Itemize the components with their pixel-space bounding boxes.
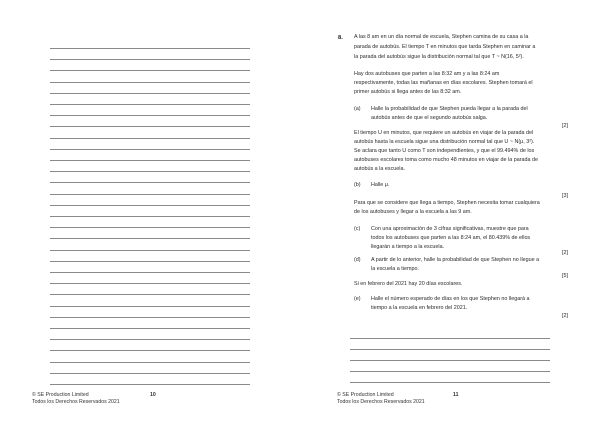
part-c-line-1: Con una aproximación de 3 cifras significativas, muestre que para	[371, 226, 529, 232]
answer-line	[50, 373, 250, 374]
answer-line	[50, 238, 250, 239]
answer-line	[50, 317, 250, 318]
answer-line	[50, 82, 250, 83]
part-c-line-3: llegarán a tiempo a la escuela.	[371, 244, 445, 250]
answer-line	[350, 382, 550, 383]
part-e-marks: [2]	[562, 313, 568, 319]
answer-line	[350, 338, 550, 339]
part-d-label: (d)	[354, 257, 361, 263]
answer-line	[50, 70, 250, 71]
part-c-line-2: todos los autobuses que parten a las 8:24 am, el 80.439% de ellos	[371, 235, 531, 241]
answer-line	[50, 171, 250, 172]
copyright-line: © SE Production Limited	[32, 392, 89, 398]
answer-line	[50, 250, 250, 251]
part-a-line-1: Halle la probabilidad de que Stephen pueda llegar a la parada del	[371, 106, 528, 112]
answer-line	[350, 349, 550, 350]
answer-line	[50, 115, 250, 116]
u-line-4: autobuses escolares toma como mucho 48 minutos en viajar de la parada de	[354, 157, 538, 163]
answer-line	[50, 182, 250, 183]
answer-line	[350, 360, 550, 361]
answer-line	[50, 126, 250, 127]
feb-line: Si en febrero del 2021 hay 20 días escolares.	[354, 281, 463, 287]
copyright-line: © SE Production Limited	[337, 392, 394, 398]
right-footer	[337, 392, 425, 406]
part-e-line-1: Halle el número esperado de días en los que Stephen no llegará a	[371, 296, 530, 302]
answer-line	[50, 350, 250, 351]
answer-line	[50, 339, 250, 340]
time-line-1: Para que se considere que llega a tiempo, Stephen necesita tomar cualquiera	[354, 200, 540, 206]
part-e-line-2: tiempo a la escuela en febrero del 2021.	[371, 305, 468, 311]
intro-line-2: parada de autobús. El tiempo T en minutos que tarda Stephen en caminar a	[354, 44, 536, 50]
answer-line	[50, 149, 250, 150]
answer-line	[50, 328, 250, 329]
answer-line	[50, 104, 250, 105]
u-line-2: autobús hasta la escuela sigue una distribución normal tal que U ~ N(μ, 3²).	[354, 139, 535, 145]
part-b-marks: [3]	[562, 193, 568, 199]
part-c-marks: [2]	[562, 250, 568, 256]
part-d-marks: [5]	[562, 273, 568, 279]
left-page-number: 10	[150, 392, 156, 398]
answer-line	[50, 362, 250, 363]
answer-line	[350, 371, 550, 372]
answer-line	[50, 216, 250, 217]
left-footer	[32, 392, 120, 406]
answer-line	[50, 160, 250, 161]
answer-line	[50, 272, 250, 273]
part-b-line-1: Halle μ.	[371, 182, 390, 188]
u-line-5: autobús a la escuela.	[354, 166, 405, 172]
answer-line	[50, 205, 250, 206]
rights-line: Todos los Derechos Reservados 2021	[337, 398, 425, 405]
answer-line	[50, 384, 250, 385]
part-a-marks: [2]	[562, 123, 568, 129]
part-a-label: (a)	[354, 106, 361, 112]
part-e-label: (e)	[354, 296, 361, 302]
answer-line	[50, 194, 250, 195]
u-line-1: El tiempo U en minutos, que requiere un autobús en viajar de la parada del	[354, 130, 534, 136]
answer-line	[50, 138, 250, 139]
answer-line	[50, 227, 250, 228]
answer-line	[50, 59, 250, 60]
question-number: 8.	[338, 35, 343, 41]
intro-line-1: A las 8 am en un día normal de escuela, Stephen camina de su casa a la	[354, 34, 529, 40]
buses-line-2: respectivamente, todas las mañanas en días escolares. Stephen tomará el	[354, 80, 533, 86]
answer-line	[50, 261, 250, 262]
part-c-label: (c)	[354, 226, 361, 232]
buses-line-1: Hay dos autobuses que parten a las 8:32 am y a las 8:24 am	[354, 71, 500, 77]
intro-line-3: la parada del autobús sigue la distribución normal tal que T ~ N(16, 5²).	[354, 54, 524, 60]
right-page-number: 11	[453, 392, 459, 398]
part-a-line-2: autobús antes de que el segundo autobús salga.	[371, 115, 488, 121]
buses-line-3: primer autobús si llega antes de las 8:32 am.	[354, 89, 462, 95]
answer-line	[50, 306, 250, 307]
answer-line	[50, 48, 250, 49]
answer-line	[50, 93, 250, 94]
time-line-2: de los autobuses y llegar a la escuela a las 9 am.	[354, 209, 472, 215]
u-line-3: Se aclara que tanto U como T son independientes, y que el 99.494% de los	[354, 148, 535, 154]
answer-line	[50, 294, 250, 295]
part-d-line-2: la escuela a tiempo.	[371, 266, 419, 272]
part-d-line-1: A partir de lo anterior, halle la probabilidad de que Stephen no llegue a	[371, 257, 540, 263]
part-b-label: (b)	[354, 182, 361, 188]
rights-line: Todos los Derechos Reservados 2021	[32, 398, 120, 405]
answer-line	[50, 283, 250, 284]
